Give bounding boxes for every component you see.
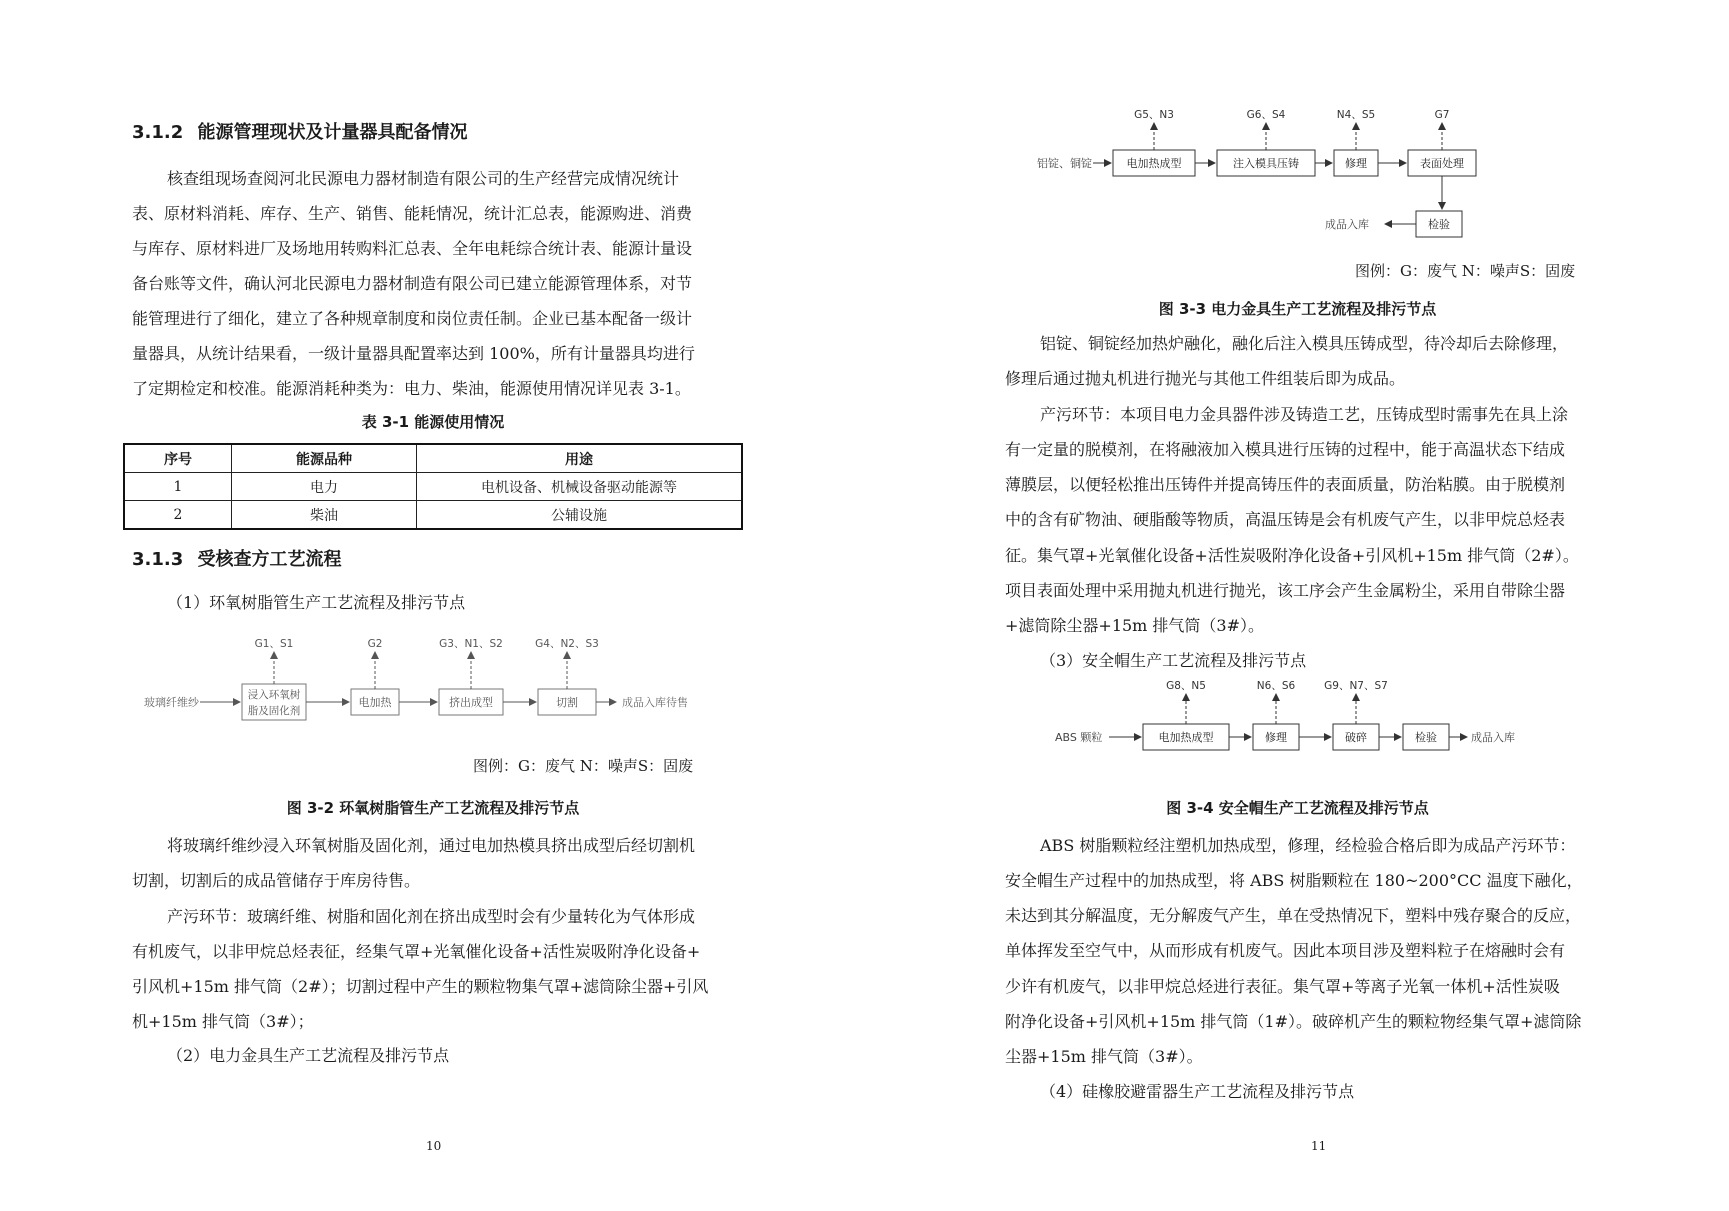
text-line: 单体挥发至空气中，从而形成有机废气。因此本项目涉及塑料粒子在熔融时会有 — [1005, 941, 1566, 960]
text-line: 产污环节：玻璃纤维、树脂和固化剂在挤出成型时会有少量转化为气体形成 — [167, 907, 696, 926]
subsection-title: （1）环氧树脂管生产工艺流程及排污节点 — [167, 593, 466, 612]
flow-step3-label: 挤出成型 — [449, 696, 493, 709]
flow-diagram-epoxy-pipe — [140, 628, 740, 773]
flow-step3-label: 破碎 — [1345, 731, 1367, 744]
flow-step2-label: 电加热 — [358, 696, 392, 709]
text-line: 有一定量的脱模剂，在将融液加入模具进行压铸的过程中，能于高温状态下结成 — [1005, 440, 1566, 459]
flow-legend: 图例：G：废气 N：噪声S：固废 — [1355, 262, 1576, 280]
page-number: 10 — [426, 1139, 442, 1153]
section-heading-3-1-2 — [132, 118, 468, 144]
section-heading-3-1-3 — [132, 545, 342, 571]
flow-output-label: 成品入库 — [1471, 731, 1515, 744]
text-line: 铝锭、铜锭经加热炉融化，融化后注入模具压铸成型，待冷却后去除修理， — [1040, 334, 1569, 353]
flow-step4-label: 检验 — [1415, 731, 1437, 744]
emission-label: G5、N3 — [1134, 109, 1174, 121]
table-caption: 表 3-1 能源使用情况 — [361, 413, 505, 431]
table-header-row — [124, 444, 742, 473]
text-line: +滤筒除尘器+15m 排气筒（3#）。 — [1005, 616, 1265, 635]
col-header-index: 序号 — [124, 444, 232, 473]
flow-input-label: ABS 颗粒 — [1055, 731, 1103, 744]
emission-label: G7 — [1434, 109, 1450, 121]
section-title: 受核查方工艺流程 — [197, 549, 342, 570]
figure-caption: 图 3-2 环氧树脂管生产工艺流程及排污节点 — [286, 799, 580, 817]
flow-output-label: 成品入库待售 — [622, 696, 688, 709]
emission-label: G9、N7、S7 — [1324, 680, 1388, 692]
text-line: 表、原材料消耗、库存、生产、销售、能耗情况，统计汇总表，能源购进、消费 — [132, 204, 693, 223]
flow-step1-label: 电加热成型 — [1158, 731, 1214, 744]
text-line: 附净化设备+引风机+15m 排气筒（1#）。破碎机产生的颗粒物经集气罩+滤筒除 — [1005, 1012, 1582, 1031]
flow-step4-label: 表面处理 — [1420, 157, 1464, 170]
text-line: 尘器+15m 排气筒（3#）。 — [1005, 1047, 1203, 1066]
emission-label: N6、S6 — [1256, 680, 1296, 692]
text-line: 薄膜层，以便轻松推出压铸件并提高铸压件的表面质量，防治粘膜。由于脱模剂 — [1005, 475, 1566, 494]
emission-label: G6、S4 — [1246, 109, 1286, 121]
flow-step2-label: 注入模具压铸 — [1233, 157, 1299, 170]
emission-label: G4、N2、S3 — [535, 638, 599, 650]
table-row — [124, 501, 742, 530]
left-page — [0, 0, 864, 1211]
flow-input-label: 铝锭、铜锭 — [1037, 157, 1092, 170]
text-line: 征。集气罩+光氧催化设备+活性炭吸附净化设备+引风机+15m 排气筒（2#）。 — [1005, 546, 1579, 565]
text-line: ABS 树脂颗粒经注塑机加热成型，修理，经检验合格后即为成品产污环节： — [1040, 836, 1576, 855]
table-cell: 1 — [124, 473, 232, 501]
flow-output-label: 成品入库 — [1325, 218, 1369, 231]
text-line: 项目表面处理中采用抛丸机进行抛光，该工序会产生金属粉尘，采用自带除尘器 — [1005, 581, 1566, 600]
col-header-energy-type: 能源品种 — [232, 444, 417, 473]
col-header-usage: 用途 — [417, 444, 743, 473]
emission-label: G1、S1 — [254, 638, 294, 650]
flow-step2-label: 修理 — [1265, 731, 1287, 744]
page-number: 11 — [1311, 1139, 1327, 1153]
text-line: 能管理进行了细化，建立了各种规章制度和岗位责任制。企业已基本配备一级计 — [132, 309, 693, 328]
table-cell: 电力 — [232, 473, 417, 501]
flow-step1-line1: 浸入环氧树 — [247, 689, 301, 701]
text-line: 核查组现场查阅河北民源电力器材制造有限公司的生产经营完成情况统计 — [167, 169, 680, 188]
text-line: 中的含有矿物油、硬脂酸等物质，高温压铸是会有机废气产生，以非甲烷总烃表 — [1005, 510, 1566, 529]
table-cell: 2 — [124, 501, 232, 530]
figure-caption: 图 3-3 电力金具生产工艺流程及排污节点 — [1158, 300, 1437, 318]
flow-step5-label: 检验 — [1428, 218, 1450, 231]
text-line: 有机废气，以非甲烷总烃表征，经集气罩+光氧催化设备+活性炭吸附净化设备+ — [132, 942, 701, 961]
emission-label: G2 — [367, 638, 383, 650]
flow-step1-label: 电加热成型 — [1126, 157, 1182, 170]
section-title: 能源管理现状及计量器具配备情况 — [197, 122, 468, 143]
text-line: 少许有机废气，以非甲烷总烃进行表征。集气罩+等离子光氧一体机+活性炭吸 — [1005, 977, 1560, 996]
flow-input-label: 玻璃纤维纱 — [144, 696, 199, 709]
flow-step1-line2: 脂及固化剂 — [247, 705, 301, 717]
flow-step3-label: 修理 — [1345, 157, 1367, 170]
text-line: 量器具，从统计结果看，一级计量器具配置率达到 100%，所有计量器具均进行 — [132, 344, 695, 363]
emission-label: G3、N1、S2 — [439, 638, 503, 650]
text-line: 切割，切割后的成品管储存于库房待售。 — [132, 871, 421, 890]
table-cell: 电机设备、机械设备驱动能源等 — [417, 473, 743, 501]
table-cell: 柴油 — [232, 501, 417, 530]
flow-diagram-safety-helmet — [1055, 676, 1515, 756]
flow-step4-label: 切割 — [556, 696, 578, 709]
text-line: 产污环节：本项目电力金具器件涉及铸造工艺，压铸成型时需事先在具上涂 — [1040, 405, 1569, 424]
figure-caption: 图 3-4 安全帽生产工艺流程及排污节点 — [1166, 799, 1429, 817]
subsection-title: （2）电力金具生产工艺流程及排污节点 — [167, 1046, 450, 1065]
text-line: 了定期检定和校准。能源消耗种类为：电力、柴油，能源使用情况详见表 3-1。 — [132, 379, 691, 398]
text-line: 与库存、原材料进厂及场地用转购料汇总表、全年电耗综合统计表、能源计量设 — [132, 239, 693, 258]
text-line: 机+15m 排气筒（3#）； — [132, 1012, 314, 1031]
text-line: 引风机+15m 排气筒（2#）；切割过程中产生的颗粒物集气罩+滤筒除尘器+引风 — [132, 977, 709, 996]
text-line: 未达到其分解温度，无分解废气产生，单在受热情况下，塑料中残存聚合的反应， — [1005, 906, 1582, 925]
emission-label: N4、S5 — [1336, 109, 1376, 121]
text-line: 将玻璃纤维纱浸入环氧树脂及固化剂，通过电加热模具挤出成型后经切割机 — [167, 836, 696, 855]
emission-label: G8、N5 — [1166, 680, 1206, 692]
text-line: 安全帽生产过程中的加热成型，将 ABS 树脂颗粒在 180~200°CC 温度下融化， — [1005, 871, 1583, 890]
flow-legend: 图例：G：废气 N：噪声S：固废 — [473, 757, 694, 775]
table-cell: 公辅设施 — [417, 501, 743, 530]
right-page — [865, 0, 1729, 1211]
flow-diagram-power-fittings — [1035, 105, 1515, 255]
subsection-title: （3）安全帽生产工艺流程及排污节点 — [1040, 651, 1307, 670]
text-line: 修理后通过抛丸机进行抛光与其他工件组装后即为成品。 — [1005, 369, 1406, 388]
subsection-title: （4）硅橡胶避雷器生产工艺流程及排污节点 — [1040, 1082, 1355, 1101]
table-row — [124, 473, 742, 501]
energy-usage-table — [123, 443, 743, 530]
section-number: 3.1.3 — [132, 549, 184, 570]
text-line: 备台账等文件，确认河北民源电力器材制造有限公司已建立能源管理体系，对节 — [132, 274, 693, 293]
section-number: 3.1.2 — [132, 122, 184, 143]
